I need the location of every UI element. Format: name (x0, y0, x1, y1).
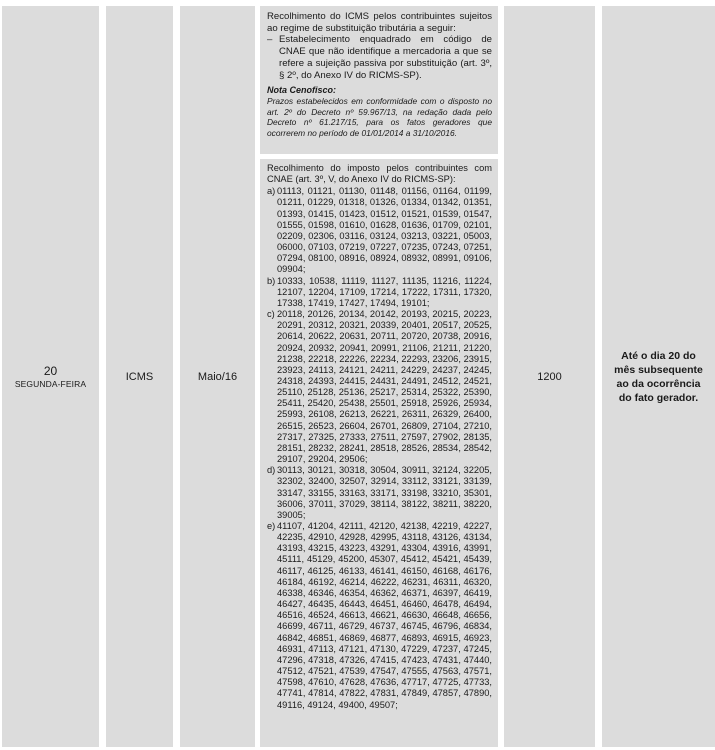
list-item-codes: 41107, 41204, 42111, 42120, 42138, 42219, 42227, 42235, 42910, 42928, 42995, 43118, 43126, 43134, 43193, 43215, 43223, 43291, 43304, 43916, 43991, 45111, 45129, 45200, 45307, 45412, 45421, 45439, 46117, 46125, 46133, 46141, 46150, 46168, 46176, 46184, 46192, 46214, 46222, 46231, 46311, 46320, 46338, 46346, 46354, 46362, 46371, 46397, 46419, 46427, 46435, 46443, 46451, 46460, 46478, 46494, 46516, 46524, 46613, 46621, 46630, 46648, 46656, 46699, 46711, 46729, 46737, 46745, 46796, 46834, 46842, 46851, 46869, 46877, 46893, 46915, 46923, 46931, 47113, 47121, 47130, 47229, 47237, 47245, 47296, 47318, 47326, 47415, 47423, 47431, 47440, 47512, 47521, 47539, 47547, 47555, 47563, 47571, 47598, 47610, 47628, 47636, 47717, 47725, 47733, 47741, 47814, 47822, 47831, 47849, 47857, 47890, 49116, 49124, 49400, 49507; (277, 521, 492, 710)
block2-intro: Recolhimento do imposto pelos contribuintes com CNAE (art. 3º, V, do Anexo IV do RICMS-SP): (267, 163, 492, 185)
list-item-codes: 20118, 20126, 20134, 20142, 20193, 20215, 20223, 20291, 20312, 20321, 20339, 20401, 20517, 20525, 20614, 20622, 20631, 20711, 20720, 20738, 20916, 20924, 20932, 20941, 20991, 21106, 21211, 21220, 21238, 22218, 22226, 22234, 22293, 23206, 23915, 23923, 24113, 24121, 24211, 24229, 24237, 24245, 24318, 24393, 24415, 24431, 24491, 24512, 24521, 25110, 25128, 25136, 25217, 25314, 25322, 25390, 25411, 25420, 25438, 25501, 25918, 25926, 25934, 25993, 26108, 26213, 26221, 26311, 26329, 26400, 26515, 26523, 26604, 26701, 26809, 27104, 27210, 27317, 27325, 27333, 27511, 27597, 27902, 28135, 28151, 28232, 28241, 28518, 28526, 28534, 28542, 29107, 29204, 29506; (277, 309, 492, 465)
list-item (267, 465, 492, 521)
list-item (267, 186, 492, 275)
list-item (267, 521, 492, 711)
description-block-2 (260, 159, 498, 747)
list-item (267, 309, 492, 465)
block1-intro: Recolhimento do ICMS pelos contribuintes sujeitos ao regime de substituição tributária a seguir: (267, 11, 492, 34)
list-item-key: c) (267, 309, 275, 320)
list-item-codes: 30113, 30121, 30318, 30504, 30911, 32124, 32205, 32302, 32400, 32507, 32914, 33112, 33121, 33139, 33147, 33155, 33163, 33171, 33198, 33210, 35301, 36006, 37011, 37029, 38114, 38122, 38211, 38220, 39005; (277, 465, 492, 520)
description-block-1 (260, 6, 498, 154)
dash-marker: – (267, 34, 273, 46)
list-item-key: d) (267, 465, 276, 476)
due-day-number: 20 (43, 363, 58, 378)
block1-bullet (267, 34, 492, 81)
list-item-key: e) (267, 521, 276, 531)
block1-bullet-text: Estabelecimento enquadrado em código de CNAE que não identifique a mercadoria a que se refere a sujeição passiva por substituição (art. 3º, § 2º, do Anexo IV do RICMS-SP). (279, 34, 492, 81)
due-date-cell (2, 6, 99, 747)
list-item-key: b) (267, 275, 276, 286)
payment-code-cell (504, 6, 595, 747)
tax-cell (106, 6, 173, 747)
payment-code: 1200 (537, 370, 562, 383)
deadline-text: Até o dia 20 do mês subsequente ao da ocorrência do fato gerador. (614, 349, 703, 404)
cnae-list (267, 186, 492, 710)
list-item-codes: 10333, 10538, 11119, 11127, 11135, 11216, 11224, 12107, 12204, 17109, 17214, 17222, 17311, 17320, 17338, 17419, 17427, 17494, 19101; (277, 275, 492, 308)
period-cell (180, 6, 255, 747)
list-item (267, 276, 492, 309)
tax-name: ICMS (125, 370, 154, 383)
list-item-codes: 01113, 01121, 01130, 01148, 01156, 01164, 01199, 01211, 01229, 01318, 01326, 01334, 01342, 01351, 01393, 01415, 01423, 01512, 01521, 01539, 01547, 01555, 01598, 01610, 01628, 01636, 01709, 02101, 02209, 02306, 03116, 03124, 03213, 03221, 05003, 06000, 07103, 07219, 07227, 07235, 07243, 07251, 07294, 08100, 08916, 08924, 08932, 08991, 09106, 09904; (277, 186, 492, 275)
due-day-name: SEGUNDA-FEIRA (14, 378, 87, 389)
deadline-cell (602, 6, 715, 747)
note-title: Nota Cenofisco: (267, 85, 337, 96)
note-text: Prazos estabelecidos em conformidade com o disposto no art. 2º do Decreto nº 59.967/13, na redação dada pelo Decreto nº 61.217/15, para os fatos geradores que ocorrerem no período de 01/01/2014 a 31/10/2016. (267, 96, 492, 138)
list-item-key: a) (267, 186, 276, 197)
reference-period: Maio/16 (197, 370, 238, 383)
